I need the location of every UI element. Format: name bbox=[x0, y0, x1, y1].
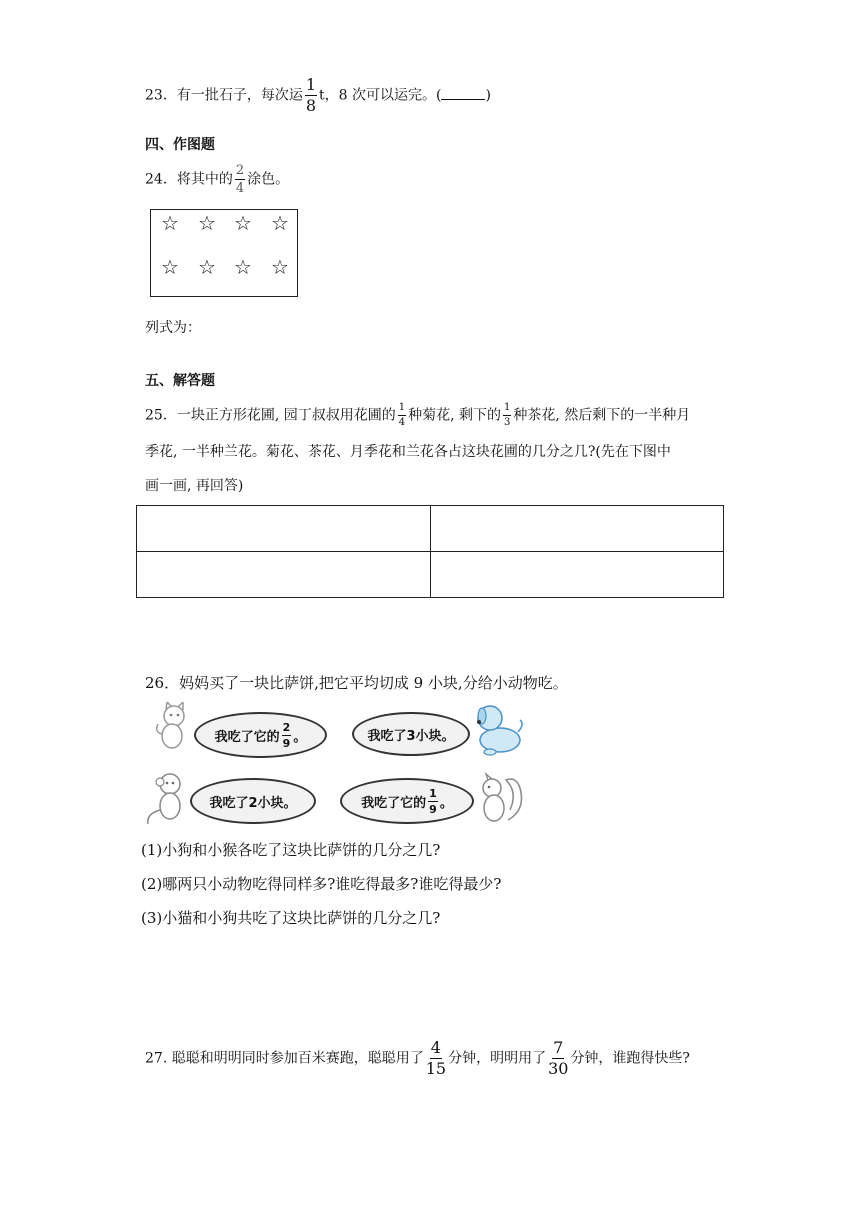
cat-icon bbox=[152, 702, 192, 752]
grid-cell[interactable] bbox=[137, 506, 431, 552]
star-icon[interactable]: ☆ bbox=[198, 255, 216, 279]
star-icon[interactable]: ☆ bbox=[161, 211, 179, 235]
star-icon[interactable]: ☆ bbox=[198, 211, 216, 235]
fraction-two-fourths: $\frac{2}{4}$ bbox=[235, 163, 245, 196]
fraction-four-fifteenths: $\frac{4}{15}$ bbox=[425, 1038, 447, 1078]
fraction-one-fourth: $\frac{1}{4}$ bbox=[398, 402, 406, 428]
answer-blank[interactable] bbox=[441, 87, 485, 100]
star-icon[interactable]: ☆ bbox=[161, 255, 179, 279]
star-icon[interactable]: ☆ bbox=[234, 211, 252, 235]
section-heading-drawing: 四、作图题 bbox=[145, 137, 215, 153]
speech-bubble-monkey: 我吃了2小块。 bbox=[190, 778, 316, 824]
question-27: 27. 聪聪和明明同时参加百米赛跑，聪聪用了 $\frac{4}{15}$ 分钟，明明用了 $\frac{7}{30}$ 分钟，谁跑得快些? bbox=[145, 1038, 690, 1078]
question-25-line2: 季花, 一半种兰花。菊花、茶花、月季花和兰花各占这块花圃的几分之几?(先在下图中 bbox=[145, 444, 671, 460]
dog-icon bbox=[470, 702, 526, 756]
speech-bubble-cat: 我吃了它的 $\frac{2}{9}$ 。 bbox=[194, 712, 327, 758]
speech-bubble-dog: 我吃了3小块。 bbox=[352, 712, 470, 756]
fraction-one-third: $\frac{1}{3}$ bbox=[504, 402, 511, 428]
question-23: 23．有一批石子，每次运 $\frac{1}{8}$ t，8 次可以运完。( ) bbox=[145, 75, 491, 115]
squirrel-icon bbox=[476, 770, 526, 826]
fraction-one-eighth: $\frac{1}{8}$ bbox=[305, 75, 317, 115]
star-icon[interactable]: ☆ bbox=[271, 255, 289, 279]
grid-cell[interactable] bbox=[137, 552, 431, 598]
fraction-two-ninths: $\frac{2}{9}$ bbox=[282, 720, 291, 750]
formula-label: 列式为： bbox=[145, 320, 201, 336]
star-box bbox=[150, 209, 298, 297]
grid-cell[interactable] bbox=[430, 506, 724, 552]
section-heading-answer: 五、解答题 bbox=[145, 373, 215, 389]
question-25-line1: 25．一块正方形花圃, 园丁叔叔用花圃的 $\frac{1}{4}$ 种菊花, 剩下的 $\frac{1}{3}$ 种茶花, 然后剩下的一半种月 bbox=[145, 402, 691, 428]
fraction-one-ninth: $\frac{1}{9}$ bbox=[429, 786, 437, 816]
question-26-stem: 26．妈妈买了一块比萨饼,把它平均切成 9 小块,分给小动物吃。 bbox=[145, 674, 568, 692]
question-24: 24．将其中的 $\frac{2}{4}$ 涂色。 bbox=[145, 163, 290, 196]
drawing-grid bbox=[136, 505, 724, 598]
grid-cell[interactable] bbox=[430, 552, 724, 598]
question-26-sub3: (3)小猫和小狗共吃了这块比萨饼的几分之几? bbox=[141, 909, 441, 927]
fraction-seven-thirtieths: $\frac{7}{30}$ bbox=[548, 1038, 569, 1078]
speech-bubble-squirrel: 我吃了它的 $\frac{1}{9}$ 。 bbox=[340, 778, 474, 824]
question-26-sub1: (1)小狗和小猴各吃了这块比萨饼的几分之几? bbox=[141, 841, 441, 859]
monkey-icon bbox=[140, 770, 188, 826]
question-25-line3: 画一画, 再回答) bbox=[145, 478, 244, 494]
star-icon[interactable]: ☆ bbox=[271, 211, 289, 235]
question-26-sub2: (2)哪两只小动物吃得同样多?谁吃得最多?谁吃得最少? bbox=[141, 875, 502, 893]
star-icon[interactable]: ☆ bbox=[234, 255, 252, 279]
